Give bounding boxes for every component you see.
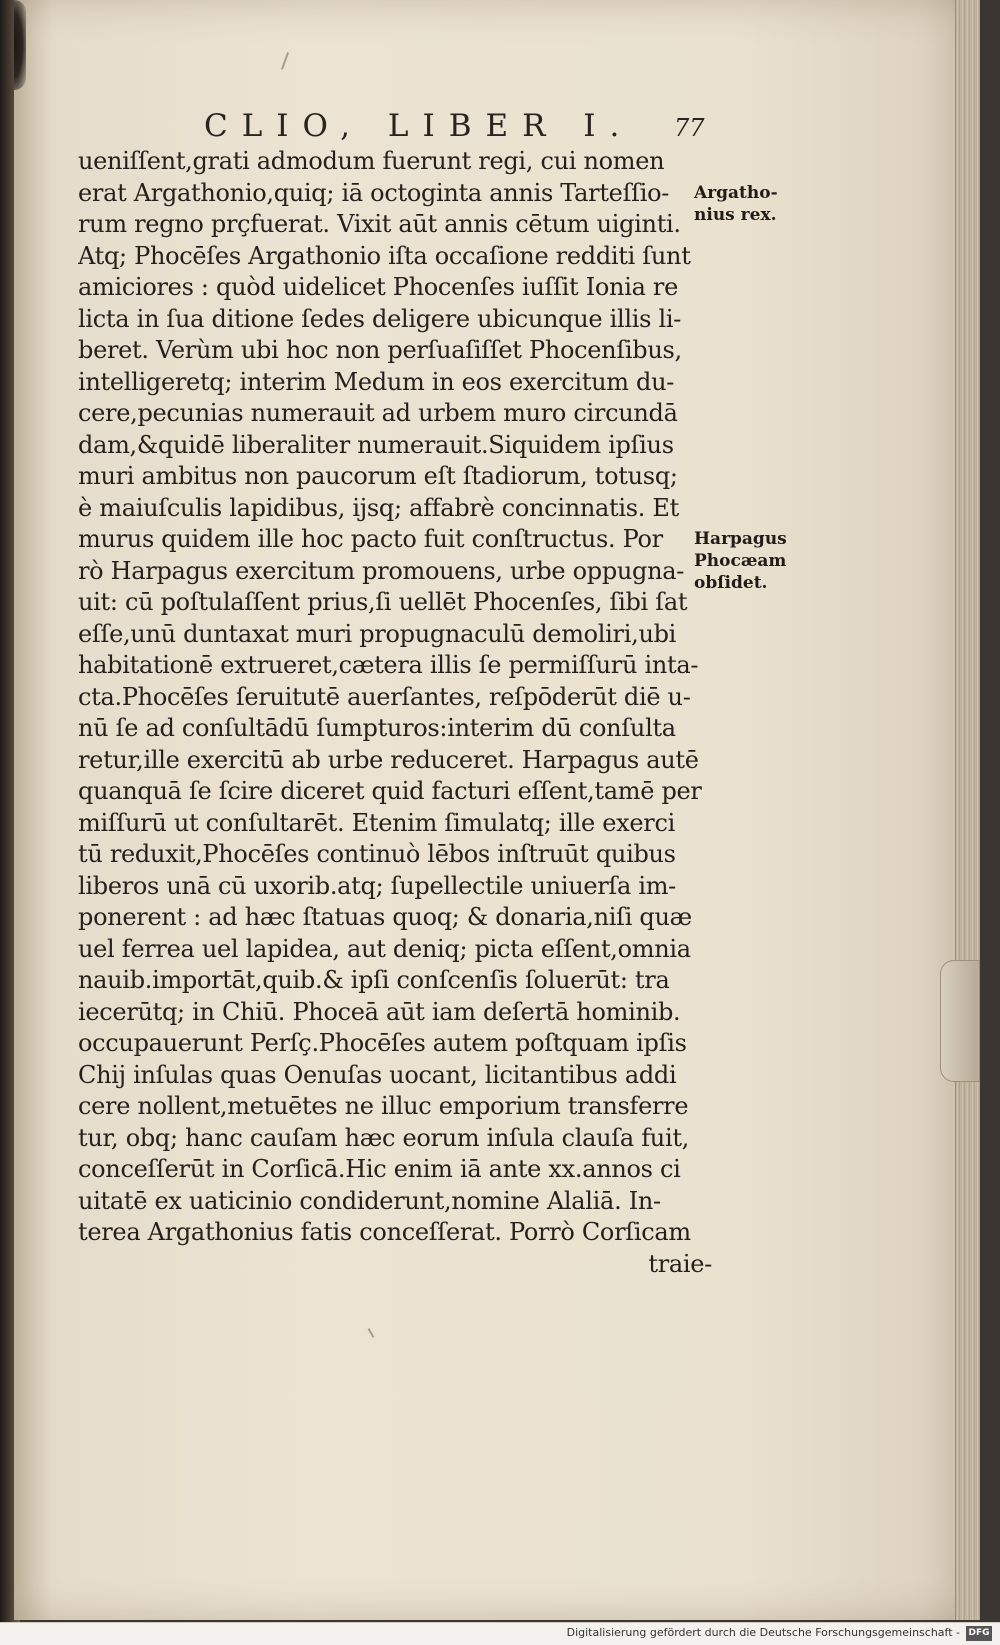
text-line: beret. Verùm ubi hoc non perſuaſiſſet Phocenſibus, — [78, 336, 682, 364]
pencil-mark — [281, 52, 289, 70]
text-line: conceſſerūt in Corſicā.Hic enim iā ante xx.annos ci — [78, 1155, 681, 1183]
text-line: è maiuſculis lapidibus, ijsq; affabrè concinnatis. Et — [78, 493, 679, 522]
text-line: uel ferrea uel lapidea, aut deniq; picta eſſent,omnia — [78, 934, 691, 963]
text-line: dam,&quidē liberaliter numerauit.Siquidem ipſius — [78, 430, 674, 459]
marginal-note-harpagus — [694, 528, 844, 594]
text-line: habitationē extrueret,cætera illis ſe permiſſurū inta- — [78, 651, 699, 679]
text-line: intelligeretq; interim Medum in eos exercitum du- — [78, 367, 675, 396]
marginal-note-line: Argatho- — [694, 183, 778, 203]
catchword: traie- — [648, 1249, 712, 1278]
pencil-mark — [368, 1328, 375, 1338]
text-line: iecerūtq; in Chiū. Phoceā aūt iam deſertā hominib. — [78, 997, 681, 1026]
text-line: nū ſe ad conſultādū ſumpturos:interim dū conſulta — [78, 714, 676, 742]
text-line: ponerent : ad hæc ſtatuas quoq; & donaria,niſi quæ — [78, 903, 692, 931]
text-line: Atq; Phocēſes Argathonio iſta occaſione redditi ſunt — [78, 241, 691, 270]
text-line: liberos unā cū uxorib.atq; ſupellectile uniuerſa im- — [78, 871, 676, 900]
text-line: nauib.importāt,quib.& ipſi conſcenſis ſoluerūt: tra — [78, 966, 670, 994]
page-fore-edge — [955, 0, 980, 1620]
marginal-note-line: obſidet. — [694, 573, 768, 593]
book-page — [14, 0, 980, 1620]
text-line: uit: cū poſtulaſſent prius,ſi uellēt Phocenſes, ſibi ſat — [78, 588, 688, 616]
text-line: tū reduxit,Phocēſes continuò lēbos inſtruūt quibus — [78, 840, 676, 868]
text-line: licta in ſua ditione ſedes deligere ubicunque illis li- — [78, 304, 682, 333]
thumb-shadow — [14, 0, 26, 90]
text-line: ueniſſent,grati admodum fuerunt regi, cui nomen — [78, 147, 665, 175]
text-line: rò Harpagus exercitum promouens, urbe oppugna- — [78, 556, 685, 585]
main-text-block — [78, 146, 718, 1280]
text-line: retur,ille exercitū ab urbe reduceret. Harpagus autē — [78, 745, 699, 774]
folio-number: 77 — [674, 114, 705, 142]
text-line: tur, obq; hanc cauſam hæc eorum inſula clauſa fuit, — [78, 1123, 689, 1152]
dfg-logo: DFG — [966, 1626, 992, 1641]
text-line: Chij inſulas quas Oenuſas uocant, licitantibus addi — [78, 1060, 677, 1089]
digitization-footer — [0, 1622, 1000, 1645]
marginal-note-line: nius rex. — [694, 205, 777, 225]
text-line: cta.Phocēſes ſeruitutē auerſantes, reſpōderūt diē u- — [78, 682, 691, 711]
marginal-note-argathonius — [694, 182, 844, 226]
text-line: murus quidem ille hoc pacto fuit conſtructus. Por — [78, 525, 663, 553]
marginal-note-line: Phocæam — [694, 551, 787, 571]
text-line: occupauerunt Perſç.Phocēſes autem poſtquam ipſis — [78, 1029, 687, 1057]
bookmark-tab — [940, 960, 980, 1082]
text-line: uitatē ex uaticinio condiderunt,nomine Alaliā. In- — [78, 1186, 661, 1215]
text-line: quanquā ſe ſcire diceret quid facturi eſſent,tamē per — [78, 777, 702, 805]
text-line: erat Argathonio,quiq; iā octoginta annis Tarteſſio- — [78, 178, 670, 207]
running-title: CLIO, LIBER I. — [204, 108, 634, 144]
text-line: rum regno prçfuerat. Vixit aūt annis cētum uiginti. — [78, 210, 681, 238]
text-line: miſſurū ut conſultarēt. Etenim ſimulatq; ille exerci — [78, 808, 675, 837]
footer-credit: Digitalisierung gefördert durch die Deutsche Forschungsgemeinschaft - — [566, 1626, 960, 1639]
marginal-note-line: Harpagus — [694, 529, 787, 549]
text-line: eſſe,unū duntaxat muri propugnaculū demoliri,ubi — [78, 619, 677, 648]
text-line: amiciores : quòd uidelicet Phocenſes iuſſit Ionia re — [78, 273, 678, 301]
text-line: muri ambitus non paucorum eſt ſtadiorum, totusq; — [78, 462, 678, 490]
text-line: cere nollent,metuētes ne illuc emporium transferre — [78, 1092, 689, 1120]
text-line: cere,pecunias numerauit ad urbem muro circundā — [78, 399, 678, 427]
text-line: terea Argathonius fatis conceſſerat. Porrò Corſicam — [78, 1218, 691, 1246]
